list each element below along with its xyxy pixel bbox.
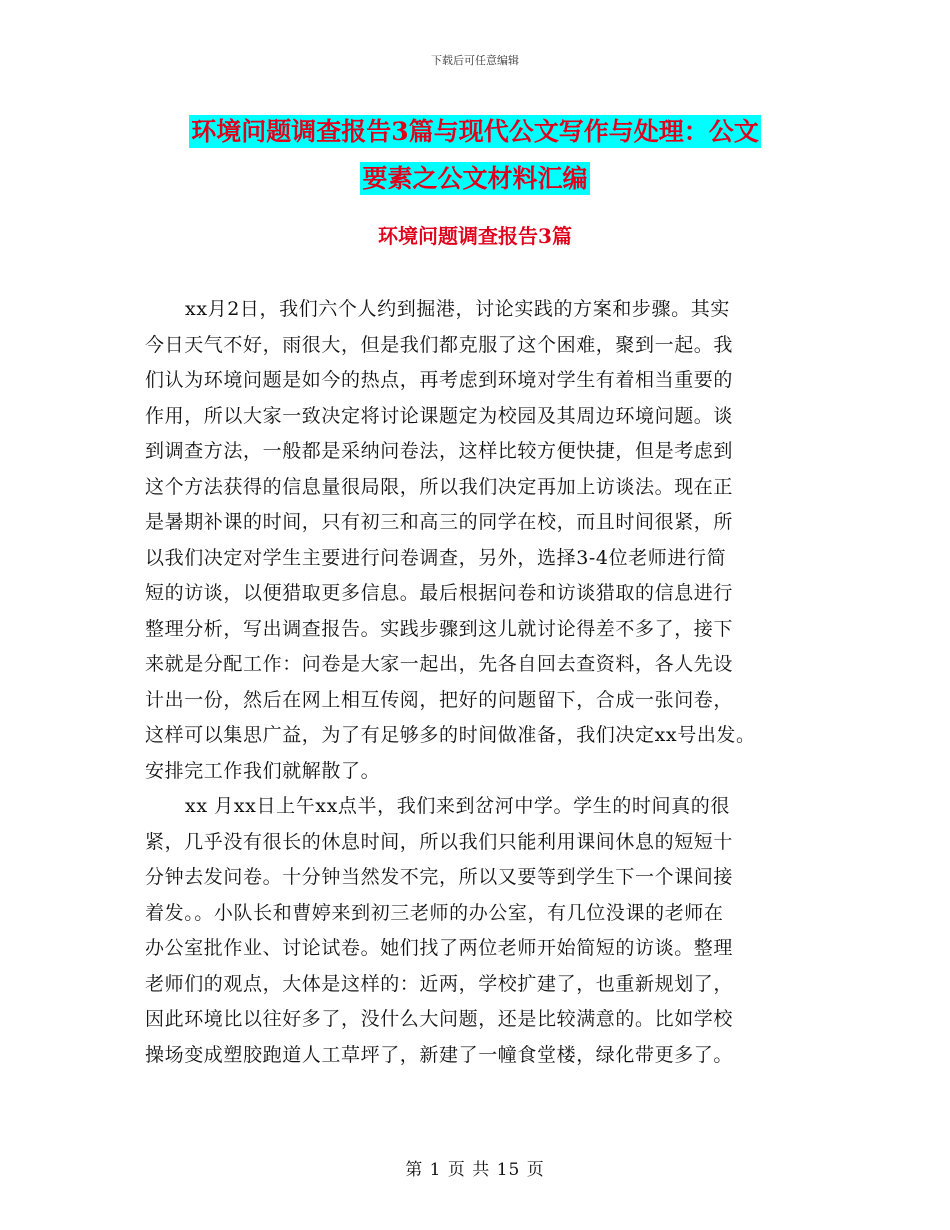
text-line: 短的访谈，以便猎取更多信息。最后根据问卷和访谈猎取的信息进行	[145, 582, 734, 604]
text-line: 今日天气不好，雨很大，但是我们都克服了这个困难，聚到一起。我	[145, 333, 734, 356]
paragraph-1	[145, 292, 813, 789]
text-line: 这样可以集思广益，为了有足够多的时间做准备，我们决定xx号出发。	[145, 724, 756, 746]
header-note: 下载后可任意编辑	[431, 54, 519, 67]
text-line: 作用，所以大家一致决定将讨论课题定为校园及其周边环境问题。谈	[145, 404, 734, 427]
title-line-1: 环境问题调查报告3篇与现代公文写作与处理：公文	[191, 117, 759, 146]
text-line: 来就是分配工作：问卷是大家一起出，先各自回去查资料，各人先设	[145, 653, 734, 675]
text-line: 老师们的观点，大体是这样的：近两，学校扩建了，也重新规划了，	[145, 972, 734, 995]
title-line-2: 要素之公文材料汇编	[362, 164, 588, 193]
text-line: 到调查方法，一般都是采纳问卷法，这样比较方便快捷，但是考虑到	[145, 440, 734, 462]
text-line: 操场变成塑胶跑道人工草坪了，新建了一幢食堂楼，绿化带更多了。	[145, 1043, 734, 1066]
text-line: 因此环境比以往好多了，没什么大问题，还是比较满意的。比如学校	[145, 1008, 734, 1030]
text-line: 计出一份，然后在网上相互传阅，把好的问题留下，合成一张问卷，	[145, 688, 734, 711]
text-line: xx 月xx日上午xx点半，我们来到岔河中学。学生的时间真的很	[185, 795, 730, 817]
page-footer: 第 1 页 共 15 页	[405, 1160, 545, 1180]
text-line: 以我们决定对学生主要进行问卷调查，另外，选择3-4位老师进行简	[145, 546, 727, 569]
text-line: 这个方法获得的信息量很局限，所以我们决定再加上访谈法。现在正	[145, 475, 734, 498]
document-title	[0, 108, 950, 202]
text-line: 着发。。小队长和曹婷来到初三老师的办公室，有几位没课的老师在	[145, 901, 724, 924]
paragraph-2	[145, 789, 813, 1073]
section-subtitle: 环境问题调查报告3篇	[378, 224, 572, 248]
text-line: 们认为环境问题是如今的热点，再考虑到环境对学生有着相当重要的	[145, 369, 734, 391]
text-line: xx月2日，我们六个人约到掘港，讨论实践的方案和步骤。其实	[185, 298, 730, 320]
text-line: 办公室批作业、讨论试卷。她们找了两位老师开始简短的访谈。整理	[145, 937, 734, 959]
text-line: 整理分析，写出调查报告。实践步骤到这儿就讨论得差不多了，接下	[145, 617, 734, 640]
text-line: 分钟去发问卷。十分钟当然发不完，所以又要等到学生下一个课间接	[145, 866, 734, 888]
text-line: 安排完工作我们就解散了。	[145, 759, 381, 782]
text-line: 紧，几乎没有很长的休息时间，所以我们只能利用课间休息的短短十	[145, 830, 734, 853]
text-line: 是暑期补课的时间，只有初三和高三的同学在校，而且时间很紧，所	[145, 511, 734, 533]
body-text	[145, 292, 813, 1073]
